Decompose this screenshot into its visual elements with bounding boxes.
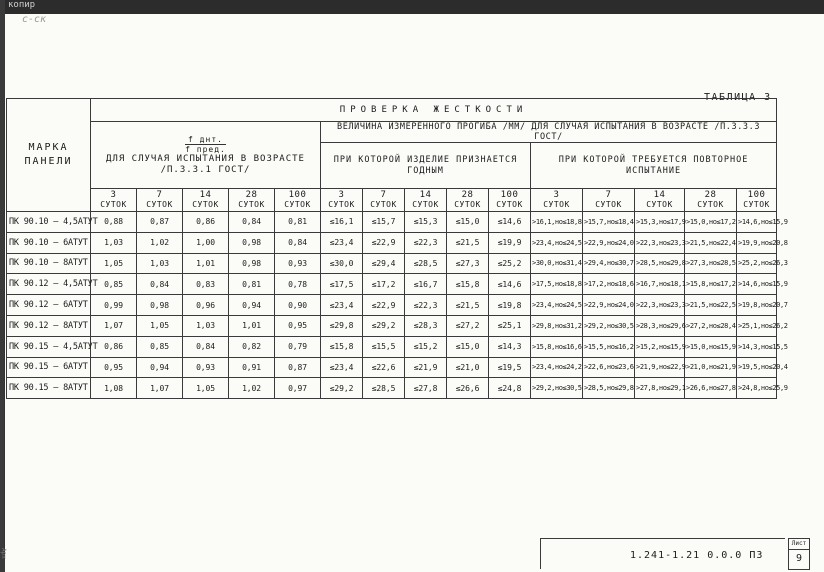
retest-cell: >22,3,но≤23,3 xyxy=(635,295,685,316)
fit-cell: ≤22,9 xyxy=(363,295,405,316)
retest-cell: >14,3,но≤15,5 xyxy=(737,336,777,357)
fit-age-14 xyxy=(405,189,447,212)
table-row xyxy=(7,274,777,295)
retest-cell: >19,9,но≤20,8 xyxy=(737,232,777,253)
ratios-cell: 1,03 xyxy=(183,315,229,336)
retest-cell: >15,7,но≤18,4 xyxy=(583,212,635,233)
fit-cell: ≤27,3 xyxy=(447,253,489,274)
retest-age-7 xyxy=(583,189,635,212)
retest-cell: >28,5,но≤29,8 xyxy=(583,378,635,399)
fit-cell: ≤15,7 xyxy=(363,212,405,233)
fit-header: ПРИ КОТОРОЙ ИЗДЕЛИЕ ПРИЗНАЕТСЯ ГОДНЫМ xyxy=(321,143,531,189)
table-row xyxy=(7,232,777,253)
table-row xyxy=(7,357,777,378)
fit-cell: ≤25,1 xyxy=(489,315,531,336)
ratios-cell: 0,95 xyxy=(91,357,137,378)
ratios-cell: 0,98 xyxy=(137,295,183,316)
retest-cell: >19,8,но≤20,7 xyxy=(737,295,777,316)
retest-cell: >21,0,но≤21,9 xyxy=(685,357,737,378)
fit-cell: ≤26,6 xyxy=(447,378,489,399)
retest-cell: >22,9,но≤24,0 xyxy=(583,295,635,316)
retest-cell: >25,1,но≤26,2 xyxy=(737,315,777,336)
ratio-age-3 xyxy=(91,189,137,212)
ratios-cell: 1,02 xyxy=(229,378,275,399)
ratios-cell: 1,05 xyxy=(137,315,183,336)
ratios-cell: 0,87 xyxy=(137,212,183,233)
retest-header: ПРИ КОТОРОЙ ТРЕБУЕТСЯ ПОВТОРНОЕ ИСПЫТАНИЕ xyxy=(531,143,777,189)
fit-cell: ≤23,4 xyxy=(321,295,363,316)
retest-cell: >14,6,но≤15,9 xyxy=(737,212,777,233)
panel-mark-cell: ПК 90.12 – 8АТУТ xyxy=(7,315,91,336)
retest-cell: >22,3,но≤23,3 xyxy=(635,232,685,253)
retest-age-100 xyxy=(737,189,777,212)
age-unit: СУТОК xyxy=(646,200,673,209)
fit-cell: ≤15,8 xyxy=(447,274,489,295)
fit-cell: ≤22,9 xyxy=(363,232,405,253)
fit-age-100 xyxy=(489,189,531,212)
fit-cell: ≤15,3 xyxy=(405,212,447,233)
fit-cell: ≤29,2 xyxy=(321,378,363,399)
fit-cell: ≤28,3 xyxy=(405,315,447,336)
retest-cell: >23,4,но≤24,5 xyxy=(531,295,583,316)
retest-cell: >15,0,но≤15,9 xyxy=(685,336,737,357)
retest-cell: >17,5,но≤18,8 xyxy=(531,274,583,295)
age-number: 100 xyxy=(747,190,766,200)
ratio-age-100 xyxy=(275,189,321,212)
age-number: 14 xyxy=(419,190,432,200)
ratio-caption: ДЛЯ СЛУЧАЯ ИСПЫТАНИЯ В ВОЗРАСТЕ xyxy=(106,153,305,164)
table-row xyxy=(7,315,777,336)
document-code: 1.241-1.21 0.0.0 ПЗ xyxy=(630,550,764,561)
age-unit: СУТОК xyxy=(238,200,265,209)
retest-cell: >15,2,но≤15,9 xyxy=(635,336,685,357)
fit-cell: ≤21,5 xyxy=(447,295,489,316)
retest-cell: >27,8,но≤29,1 xyxy=(635,378,685,399)
panel-mark-cell: ПК 90.10 – 4,5АТУТ xyxy=(7,212,91,233)
fit-cell: ≤21,9 xyxy=(405,357,447,378)
ratios-cell: 0,79 xyxy=(275,336,321,357)
retest-cell: >21,5,но≤22,4 xyxy=(685,232,737,253)
fit-cell: ≤14,3 xyxy=(489,336,531,357)
fit-cell: ≤21,5 xyxy=(447,232,489,253)
retest-cell: >16,1,но≤18,8 xyxy=(531,212,583,233)
deflection-header: ВЕЛИЧИНА ИЗМЕРЕННОГО ПРОГИБА /ММ/ ДЛЯ СЛУЧАЯ ИСПЫТАНИЯ В ВОЗРАСТЕ /П.3.3.3 ГОСТ/ xyxy=(321,122,777,143)
ratios-cell: 0,98 xyxy=(229,232,275,253)
retest-age-3 xyxy=(531,189,583,212)
ratios-cell: 0,78 xyxy=(275,274,321,295)
fit-cell: ≤22,6 xyxy=(363,357,405,378)
ratio-age-28 xyxy=(229,189,275,212)
fit-cell: ≤15,0 xyxy=(447,336,489,357)
retest-cell: >21,9,но≤22,9 xyxy=(635,357,685,378)
fit-cell: ≤16,7 xyxy=(405,274,447,295)
age-unit: СУТОК xyxy=(454,200,481,209)
retest-cell: >24,8,но≤25,9 xyxy=(737,378,777,399)
ratios-cell: 0,82 xyxy=(229,336,275,357)
retest-cell: >15,8,но≤16,6 xyxy=(531,336,583,357)
fit-cell: ≤22,3 xyxy=(405,295,447,316)
frame-left-rule xyxy=(4,100,5,550)
panel-mark-cell: ПК 90.12 – 6АТУТ xyxy=(7,295,91,316)
ratios-cell: 0,83 xyxy=(183,274,229,295)
fit-cell: ≤22,3 xyxy=(405,232,447,253)
fit-cell: ≤23,4 xyxy=(321,232,363,253)
corner-word: копир xyxy=(8,0,36,10)
ratio-header xyxy=(91,122,321,189)
ratios-cell: 1,07 xyxy=(91,315,137,336)
age-number: 7 xyxy=(156,190,163,200)
age-number: 28 xyxy=(461,190,474,200)
age-number: 14 xyxy=(199,190,212,200)
retest-cell: >16,7,но≤18,1 xyxy=(635,274,685,295)
ratios-cell: 1,00 xyxy=(183,232,229,253)
retest-cell: >15,5,но≤16,2 xyxy=(583,336,635,357)
hand-note: с-ск xyxy=(22,14,47,25)
ratios-cell: 0,95 xyxy=(275,315,321,336)
fit-cell: ≤24,8 xyxy=(489,378,531,399)
stiffness-table xyxy=(6,98,788,399)
age-unit: СУТОК xyxy=(496,200,523,209)
retest-cell: >15,3,но≤17,9 xyxy=(635,212,685,233)
table-row xyxy=(7,378,777,399)
ratios-cell: 0,86 xyxy=(183,212,229,233)
age-number: 7 xyxy=(605,190,612,200)
panel-mark-cell: ПК 90.15 – 6АТУТ xyxy=(7,357,91,378)
fit-cell: ≤19,8 xyxy=(489,295,531,316)
retest-cell: >27,2,но≤28,4 xyxy=(685,315,737,336)
ratios-cell: 0,91 xyxy=(229,357,275,378)
retest-cell: >17,2,но≤18,6 xyxy=(583,274,635,295)
ratios-cell: 1,02 xyxy=(137,232,183,253)
ratios-cell: 1,05 xyxy=(91,253,137,274)
fit-cell: ≤14,6 xyxy=(489,274,531,295)
retest-cell: >29,4,но≤30,7 xyxy=(583,253,635,274)
table-body xyxy=(7,212,788,399)
ratios-cell: 0,97 xyxy=(275,378,321,399)
fit-cell: ≤19,5 xyxy=(489,357,531,378)
fit-age-7 xyxy=(363,189,405,212)
retest-cell: >25,2,но≤26,3 xyxy=(737,253,777,274)
ratios-cell: 0,86 xyxy=(91,336,137,357)
age-number: 100 xyxy=(288,190,307,200)
table-row xyxy=(7,295,777,316)
ratios-cell: 1,03 xyxy=(137,253,183,274)
ratio-reference: /П.3.3.1 ГОСТ/ xyxy=(160,164,251,175)
retest-cell: >15,8,но≤17,2 xyxy=(685,274,737,295)
fit-cell: ≤17,5 xyxy=(321,274,363,295)
retest-cell: >19,5,но≤20,4 xyxy=(737,357,777,378)
retest-cell: >28,5,но≤29,8 xyxy=(635,253,685,274)
ratios-cell: 0,94 xyxy=(229,295,275,316)
retest-cell: >26,6,но≤27,8 xyxy=(685,378,737,399)
panel-mark-cell: ПК 90.15 – 8АТУТ xyxy=(7,378,91,399)
fit-cell: ≤28,5 xyxy=(405,253,447,274)
retest-age-14 xyxy=(635,189,685,212)
age-number: 3 xyxy=(338,190,345,200)
ratios-cell: 1,01 xyxy=(229,315,275,336)
ratio-numerator: f днт. xyxy=(185,135,226,145)
fit-cell: ≤16,1 xyxy=(321,212,363,233)
fit-cell: ≤27,2 xyxy=(447,315,489,336)
age-header-row xyxy=(7,189,777,212)
fit-cell: ≤15,5 xyxy=(363,336,405,357)
ratios-cell: 0,93 xyxy=(275,253,321,274)
ratios-cell: 0,84 xyxy=(275,232,321,253)
ratios-cell: 0,84 xyxy=(183,336,229,357)
ratios-cell: 1,03 xyxy=(91,232,137,253)
ratios-cell: 0,93 xyxy=(183,357,229,378)
ratios-cell: 0,88 xyxy=(91,212,137,233)
retest-cell: >29,2,но≤30,5 xyxy=(583,315,635,336)
ratios-cell: 0,85 xyxy=(137,336,183,357)
age-number: 100 xyxy=(500,190,519,200)
ratios-cell: 1,01 xyxy=(183,253,229,274)
ratios-cell: 0,90 xyxy=(275,295,321,316)
ratios-cell: 0,85 xyxy=(91,274,137,295)
age-unit: СУТОК xyxy=(370,200,397,209)
age-unit: СУТОК xyxy=(146,200,173,209)
age-number: 3 xyxy=(110,190,117,200)
fit-cell: ≤29,4 xyxy=(363,253,405,274)
ratios-cell: 0,96 xyxy=(183,295,229,316)
retest-cell: >22,9,но≤24,0 xyxy=(583,232,635,253)
table-row xyxy=(7,253,777,274)
fit-cell: ≤14,6 xyxy=(489,212,531,233)
fit-cell: ≤21,0 xyxy=(447,357,489,378)
retest-cell: >14,6,но≤15,9 xyxy=(737,274,777,295)
fit-cell: ≤30,0 xyxy=(321,253,363,274)
retest-cell: >21,5,но≤22,5 xyxy=(685,295,737,316)
fit-age-28 xyxy=(447,189,489,212)
retest-cell: >27,3,но≤28,5 xyxy=(685,253,737,274)
fit-cell: ≤25,2 xyxy=(489,253,531,274)
fit-cell: ≤15,0 xyxy=(447,212,489,233)
fit-cell: ≤15,2 xyxy=(405,336,447,357)
fit-cell: ≤29,8 xyxy=(321,315,363,336)
edge-note: Арх xyxy=(0,548,7,559)
ratios-cell: 0,84 xyxy=(137,274,183,295)
ratios-cell: 1,07 xyxy=(137,378,183,399)
panel-mark-cell: ПК 90.12 – 4,5АТУТ xyxy=(7,274,91,295)
retest-cell: >23,4,но≤24,5 xyxy=(531,232,583,253)
age-unit: СУТОК xyxy=(284,200,311,209)
fit-cell: ≤19,9 xyxy=(489,232,531,253)
age-number: 14 xyxy=(653,190,666,200)
age-unit: СУТОК xyxy=(595,200,622,209)
fit-age-3 xyxy=(321,189,363,212)
ratios-cell: 0,87 xyxy=(275,357,321,378)
age-unit: СУТОК xyxy=(743,200,770,209)
ratio-age-14 xyxy=(183,189,229,212)
age-unit: СУТОК xyxy=(328,200,355,209)
sheet-label: Лист xyxy=(789,539,809,550)
fit-cell: ≤28,5 xyxy=(363,378,405,399)
ratios-cell: 0,84 xyxy=(229,212,275,233)
scan-border-top xyxy=(0,0,824,14)
ratios-cell: 0,98 xyxy=(229,253,275,274)
fit-cell: ≤27,8 xyxy=(405,378,447,399)
age-unit: СУТОК xyxy=(543,200,570,209)
ratio-denominator: f пред. xyxy=(185,144,226,154)
retest-cell: >22,6,но≤23,6 xyxy=(583,357,635,378)
mark-header: МАРКА ПАНЕЛИ xyxy=(7,99,91,212)
age-unit: СУТОК xyxy=(697,200,724,209)
retest-cell: >29,8,но≤31,2 xyxy=(531,315,583,336)
ratio-age-7 xyxy=(137,189,183,212)
ratio-fraction xyxy=(185,135,226,154)
sheet-box xyxy=(788,538,810,570)
table-label: ТАБЛИЦА 3 xyxy=(704,92,772,103)
ratios-cell: 0,94 xyxy=(137,357,183,378)
ratios-cell: 0,81 xyxy=(275,212,321,233)
age-unit: СУТОК xyxy=(100,200,127,209)
table-row xyxy=(7,336,777,357)
retest-age-28 xyxy=(685,189,737,212)
retest-cell: >15,0,но≤17,2 xyxy=(685,212,737,233)
panel-mark-cell: ПК 90.10 – 8АТУТ xyxy=(7,253,91,274)
age-unit: СУТОК xyxy=(412,200,439,209)
age-number: 7 xyxy=(380,190,387,200)
fit-cell: ≤29,2 xyxy=(363,315,405,336)
panel-mark-cell: ПК 90.10 – 6АТУТ xyxy=(7,232,91,253)
age-number: 28 xyxy=(704,190,717,200)
ratios-cell: 1,08 xyxy=(91,378,137,399)
retest-cell: >30,0,но≤31,4 xyxy=(531,253,583,274)
table-row xyxy=(7,212,777,233)
age-number: 28 xyxy=(245,190,258,200)
ratios-cell: 0,99 xyxy=(91,295,137,316)
retest-cell: >28,3,но≤29,6 xyxy=(635,315,685,336)
sheet-number: 9 xyxy=(795,553,803,564)
retest-cell: >23,4,но≤24,2 xyxy=(531,357,583,378)
age-number: 3 xyxy=(553,190,560,200)
ratios-cell: 0,81 xyxy=(229,274,275,295)
ratios-cell: 1,05 xyxy=(183,378,229,399)
panel-mark-cell: ПК 90.15 – 4,5АТУТ xyxy=(7,336,91,357)
age-unit: СУТОК xyxy=(192,200,219,209)
retest-cell: >29,2,но≤30,5 xyxy=(531,378,583,399)
fit-cell: ≤17,2 xyxy=(363,274,405,295)
fit-cell: ≤23,4 xyxy=(321,357,363,378)
fit-cell: ≤15,8 xyxy=(321,336,363,357)
stiffness-header: ПРОВЕРКА ЖЕСТКОСТИ xyxy=(91,99,777,122)
